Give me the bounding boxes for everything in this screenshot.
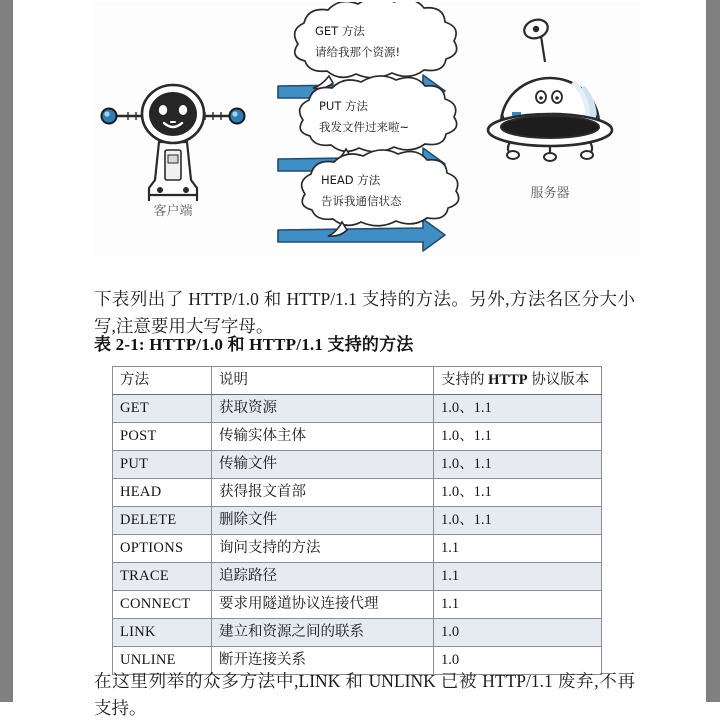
cell-version: 1.0、1.1	[434, 423, 602, 451]
cell-version: 1.0、1.1	[434, 507, 602, 535]
cell-method: CONNECT	[113, 591, 212, 619]
cell-description: 删除文件	[212, 507, 434, 535]
page-right-margin-strip	[706, 0, 720, 702]
bubble-head-line1: HEAD 方法	[321, 173, 381, 187]
cell-method: LINK	[113, 619, 212, 647]
cell-method: OPTIONS	[113, 535, 212, 563]
table-row	[113, 591, 602, 619]
cell-description: 询问支持的方法	[212, 535, 434, 563]
cell-version: 1.0	[434, 619, 602, 647]
cell-description: 追踪路径	[212, 563, 434, 591]
table-row	[113, 563, 602, 591]
cell-version: 1.1	[434, 563, 602, 591]
server-caption: 服务器	[530, 186, 570, 201]
header-version-bold: HTTP	[488, 371, 528, 388]
header-description: 说明	[212, 367, 434, 395]
cell-version: 1.0、1.1	[434, 395, 602, 423]
cell-method: HEAD	[113, 479, 212, 507]
cell-method: GET	[113, 395, 212, 423]
cell-version: 1.0、1.1	[434, 451, 602, 479]
bubble-head-line2: 告诉我通信状态	[321, 194, 402, 208]
table-row	[113, 507, 602, 535]
cell-description: 传输实体主体	[212, 423, 434, 451]
intro-paragraph: 下表列出了 HTTP/1.0 和 HTTP/1.1 支持的方法。另外,方法名区分大小写,注意要用大写字母。	[94, 288, 635, 336]
cell-description: 传输文件	[212, 451, 434, 479]
cell-method: DELETE	[113, 507, 212, 535]
cell-version: 1.1	[434, 535, 602, 563]
cell-description: 获取资源	[212, 395, 434, 423]
cell-method: POST	[113, 423, 212, 451]
cell-version: 1.0、1.1	[434, 479, 602, 507]
http-methods-illustration	[93, 2, 640, 256]
cell-description: 获得报文首部	[212, 479, 434, 507]
table-header-row	[113, 367, 602, 395]
table-row	[113, 451, 602, 479]
header-method: 方法	[113, 367, 212, 395]
table-caption: 表 2-1: HTTP/1.0 和 HTTP/1.1 支持的方法	[94, 335, 414, 354]
cell-description: 建立和资源之间的联系	[212, 619, 434, 647]
table-row	[113, 423, 602, 451]
bubble-put-line1: PUT 方法	[319, 99, 369, 113]
outro-paragraph: 在这里列举的众多方法中,LINK 和 UNLINK 已被 HTTP/1.1 废弃,不再支持。	[94, 670, 635, 718]
cell-description: 要求用隧道协议连接代理	[212, 591, 434, 619]
table-row	[113, 479, 602, 507]
cell-method: TRACE	[113, 563, 212, 591]
client-caption: 客户端	[153, 204, 193, 219]
header-version-prefix: 支持的	[441, 371, 489, 388]
table-row	[113, 619, 602, 647]
cell-method: UNLINE	[113, 647, 212, 675]
header-version	[434, 367, 602, 395]
table-row	[113, 395, 602, 423]
bubble-get-line2: 请给我那个资源!	[315, 45, 401, 59]
bubble-put-line2: 我发文件过来啦~	[319, 120, 410, 134]
table-row	[113, 535, 602, 563]
page-left-margin-strip	[0, 0, 13, 702]
cell-description: 断开连接关系	[212, 647, 434, 675]
http-methods-table	[112, 366, 601, 675]
cell-version: 1.1	[434, 591, 602, 619]
bubble-get-line1: GET 方法	[315, 24, 365, 38]
cell-version: 1.0	[434, 647, 602, 675]
cell-method: PUT	[113, 451, 212, 479]
page-content	[13, 0, 706, 718]
header-version-suffix: 协议版本	[527, 371, 590, 388]
